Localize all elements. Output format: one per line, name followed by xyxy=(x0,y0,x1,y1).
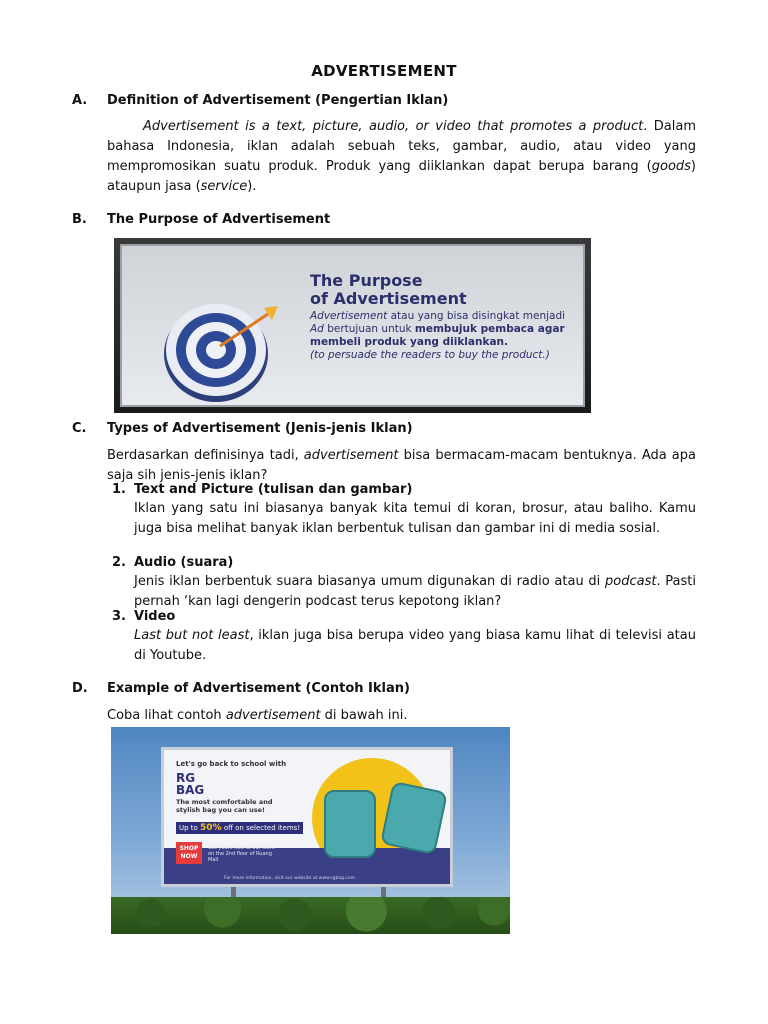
goods-term: goods xyxy=(651,159,691,174)
definition-mid: ) ataupun jasa ( xyxy=(107,159,696,194)
type-item-1-title: Text and Picture (tulisan dan gambar) xyxy=(134,482,413,497)
billboard-trees xyxy=(111,897,510,934)
backpack-icon xyxy=(324,790,376,858)
type-item-1-body: Iklan yang satu ini biasanya banyak kita temui di koran, brosur, atau baliho. Kamu juga bisa melihat banyak iklan berbentuk tulisan dan gambar ini di media sosial. xyxy=(134,501,696,536)
purpose-image xyxy=(114,238,591,413)
billboard-footer: For more information, visit our website at www.rgbag.com xyxy=(224,876,355,881)
billboard-tagline: The most comfortable and stylish bag you can use! xyxy=(176,798,273,814)
billboard-shop-now xyxy=(176,842,202,864)
billboard-offer-1: Up to xyxy=(179,824,201,832)
definition-end: ). xyxy=(247,179,257,194)
definition-italic: Advertisement is a text, picture, audio, or video that promotes a product xyxy=(143,119,644,134)
billboard-line1: Let's go back to school with xyxy=(176,760,287,768)
billboard-offer-pct: 50% xyxy=(200,823,222,833)
type-item-3-heading xyxy=(112,609,175,624)
billboard-board xyxy=(161,747,453,887)
type-item-2-heading xyxy=(112,555,233,570)
type-item-3-num: 3. xyxy=(112,609,126,624)
billboard-image xyxy=(111,727,510,934)
type-item-2-num: 2. xyxy=(112,555,126,570)
billboard-offer-2: off on selected items! xyxy=(221,824,301,832)
example-text-italic: advertisement xyxy=(225,708,321,723)
section-b-title: The Purpose of Advertisement xyxy=(107,212,331,227)
section-a-heading xyxy=(72,93,448,108)
section-c-title: Types of Advertisement (Jenis-jenis Iklan) xyxy=(107,421,413,436)
purpose-image-text xyxy=(310,310,578,362)
type-item-2-italic: podcast xyxy=(605,574,657,589)
example-intro xyxy=(107,706,696,726)
billboard-offer xyxy=(176,822,303,834)
definition-text: . Dalam bahasa Indonesia, iklan adalah sebuah teks, gambar, audio, atau video yang mempromosikan suatu produk. Produk yang diiklankan dapat berupa barang ( xyxy=(107,119,696,174)
purpose-title-line2: of Advertisement xyxy=(310,289,467,308)
section-d-heading xyxy=(72,681,410,696)
type-item-3-body xyxy=(134,626,696,666)
type-item-2-title: Audio (suara) xyxy=(134,555,234,570)
purpose-text-italic: Advertisement xyxy=(310,310,388,322)
section-a-title: Definition of Advertisement (Pengertian Iklan) xyxy=(107,93,449,108)
type-item-3-title: Video xyxy=(134,609,176,624)
types-intro xyxy=(107,446,696,486)
billboard-brand-1: RG xyxy=(176,771,196,785)
billboard-brand-2: BAG xyxy=(176,783,205,797)
example-text-2: di bawah ini. xyxy=(320,708,408,723)
section-c-heading xyxy=(72,421,413,436)
purpose-image-title xyxy=(310,272,467,308)
type-item-1-heading xyxy=(112,482,412,497)
purpose-title-line1: The Purpose xyxy=(310,271,423,290)
billboard-band xyxy=(164,848,450,887)
types-intro-italic: advertisement xyxy=(303,448,399,463)
target-dart-icon xyxy=(160,288,280,407)
types-intro-2: bisa bermacam-macam bentuknya. Ada apa saja sih jenis-jenis iklan? xyxy=(107,448,696,483)
purpose-text-2: bertujuan untuk xyxy=(323,323,415,335)
type-item-1-num: 1. xyxy=(112,482,126,497)
purpose-text-english: (to persuade the readers to buy the product.) xyxy=(310,349,550,361)
definition-paragraph xyxy=(107,117,696,197)
billboard-store: Get yours now at our store on the 2nd floor of Ruang Mall xyxy=(208,845,275,863)
types-intro-1: Berdasarkan definisinya tadi, xyxy=(107,448,304,463)
billboard-brand xyxy=(176,772,204,796)
backpack-icon xyxy=(380,781,448,855)
section-c-letter: C. xyxy=(72,421,87,436)
type-item-2-body xyxy=(134,572,696,612)
purpose-text-ad: Ad xyxy=(310,323,324,335)
type-item-3-body-2: , iklan juga bisa berupa video yang biasa kamu lihat di televisi atau di Youtube. xyxy=(134,628,696,663)
purpose-text-1: atau yang bisa disingkat menjadi xyxy=(387,310,566,322)
section-b-letter: B. xyxy=(72,212,87,227)
example-text-1: Coba lihat contoh xyxy=(107,708,226,723)
billboard-shop-2: NOW xyxy=(180,853,198,860)
service-term: service xyxy=(200,179,248,194)
section-d-title: Example of Advertisement (Contoh Iklan) xyxy=(107,681,410,696)
type-item-2-body-2: . Pasti pernah ‘kan lagi dengerin podcast terus kepotong iklan? xyxy=(134,574,697,609)
section-a-letter: A. xyxy=(72,93,88,108)
page-title: ADVERTISEMENT xyxy=(311,62,457,80)
section-b-heading xyxy=(72,212,330,227)
type-item-2-body-1: Jenis iklan berbentuk suara biasanya umum digunakan di radio atau di xyxy=(134,574,605,589)
purpose-text-bold: membujuk pembaca agar membeli produk yang diiklankan. xyxy=(310,323,565,348)
type-item-3-italic: Last but not least xyxy=(134,628,250,643)
section-d-letter: D. xyxy=(72,681,88,696)
billboard-shop-1: SHOP xyxy=(179,845,199,852)
